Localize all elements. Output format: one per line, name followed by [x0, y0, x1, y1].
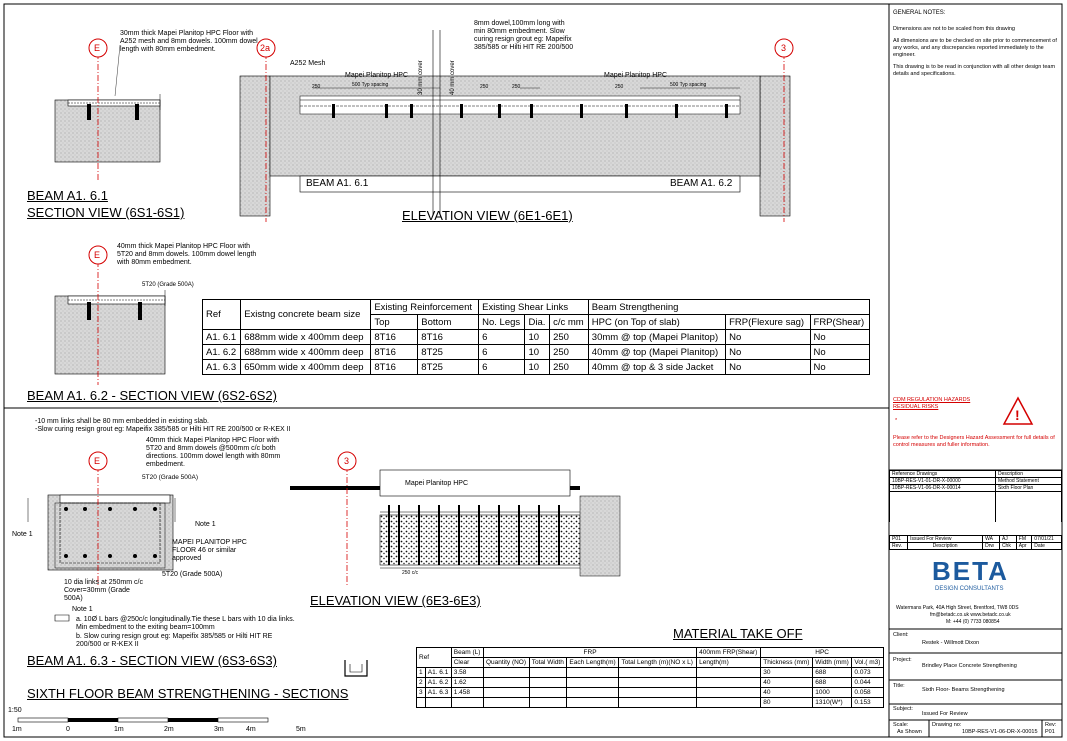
mt-cell [567, 688, 619, 698]
contact: fm@betadc.co.uk www.betadc.co.uk [930, 612, 1011, 618]
rt-cell: 10 [525, 345, 550, 360]
table-row [417, 678, 884, 688]
rt-cell: 10 [525, 360, 550, 375]
brand-logo: BETA [932, 556, 1009, 586]
rt-h-shear: Existing Shear Links [479, 300, 589, 315]
mt-cell [619, 668, 697, 678]
marker-3-a: 3 [781, 43, 787, 53]
rt-h2-dia: Dia. [525, 315, 550, 330]
rt-cell: 250 [550, 345, 589, 360]
beam3-note-a: a. 10Ø L bars @250c/c longitudinally.Tie these L bars with 10 dia links. Min embedment to the exiting beam=100mm [76, 616, 295, 631]
elevation-2-hpc: Mapei Planitop HPC [405, 480, 469, 487]
mt-cell: 1 [417, 668, 426, 678]
rev-header: Apr [1016, 543, 1032, 550]
brand-sub: DESIGN CONSULTANTS [935, 586, 1004, 592]
mt-cell [697, 698, 761, 708]
mt-h2: Each Length(m) [567, 658, 619, 668]
rt-cell: 8T25 [418, 345, 479, 360]
mt-cell [567, 698, 619, 708]
section-6-1-title: BEAM A1. 6.1 [27, 188, 108, 203]
marker-e-3: E [94, 456, 101, 466]
mt-h2: Width (mm) [813, 658, 852, 668]
rt-cell: 250 [550, 360, 589, 375]
client-label: Client: [893, 632, 909, 638]
rt-h-reinf: Existing Reinforcement [371, 300, 479, 315]
rt-cell: No [810, 360, 869, 375]
cdm-note: Please refer to the Designers Hazard Assessment for full details of control measures and fuller information. [893, 435, 1055, 448]
mt-cell [529, 698, 567, 708]
general-note-2: All dimensions are to be checked on site prior to commencement of any works, and any discrepancies reported immediately to the engineer. [893, 38, 1057, 58]
scale-label-tb: Scale: [893, 722, 909, 728]
mt-cell: 40 [761, 678, 813, 688]
cover-label-2: 40 mm cover [450, 60, 456, 95]
mt-h-frp: FRP [483, 648, 696, 658]
mt-cell [417, 698, 426, 708]
elevation-1-title: ELEVATION VIEW (6E1-6E1) [402, 208, 573, 223]
section-6-3-title: BEAM A1. 6.3 - SECTION VIEW (6S3-6S3) [27, 653, 277, 668]
rt-cell: No [726, 330, 810, 345]
project-label: Project: [893, 657, 912, 663]
section-6-1-geometry [55, 39, 160, 180]
rev-cell: Issued For Review [908, 536, 983, 543]
rt-h2-cc: c/c mm [550, 315, 589, 330]
mt-h2: Clear [451, 658, 483, 668]
rt-cell: 6 [479, 360, 525, 375]
elevation-2-geometry [290, 452, 620, 585]
mt-h2: Total Length (m)(NO x L) [619, 658, 697, 668]
table-row [203, 330, 870, 345]
scale-label: 2m [164, 726, 174, 733]
rt-h-size: Existng concrete beam size [241, 300, 371, 330]
table-row [417, 668, 884, 678]
mt-cell: 0.073 [852, 668, 884, 678]
mt-cell [529, 678, 567, 688]
marker-e-2: E [94, 250, 101, 260]
mt-cell [529, 668, 567, 678]
rt-cell: 688mm wide x 400mm deep [241, 330, 371, 345]
mt-cell: 688 [813, 678, 852, 688]
dim-2: 500 Typ spacing [352, 82, 389, 88]
mt-cell: 40 [761, 688, 813, 698]
table-row [890, 536, 1062, 543]
section-6-2-title: BEAM A1. 6.2 - SECTION VIEW (6S2-6S2) [27, 388, 277, 403]
mt-h-beam: Beam (L) [451, 648, 483, 658]
mt-cell: 30 [761, 668, 813, 678]
rt-cell: 8T16 [371, 345, 418, 360]
rt-cell: 250 [550, 330, 589, 345]
mt-cell: 0.058 [852, 688, 884, 698]
rt-h2-bottom: Bottom [418, 315, 479, 330]
rt-cell: No [810, 330, 869, 345]
rev-cell: 07/01/21 [1032, 536, 1062, 543]
mt-cell [697, 668, 761, 678]
mt-cell: 1000 [813, 688, 852, 698]
mt-h2: Quantity (NO) [483, 658, 529, 668]
dowel-note: 8mm dowel,100mm long with min 80mm embedment. Slow curing resign grout eg: Mapeifix 385/585 or Hilti HIT RE 200/500 [474, 20, 574, 51]
mt-cell: 1310(W*) [813, 698, 852, 708]
rev-header: Date [1032, 543, 1062, 550]
beam3-note1-right: Note 1 [195, 521, 216, 528]
rev-header: Rev. [890, 543, 908, 550]
svg-text:!: ! [1015, 407, 1020, 423]
rt-h2-top: Top [371, 315, 418, 330]
mt-cell [619, 698, 697, 708]
l-section-geometry [345, 660, 367, 676]
hpc-label-1: Mapei Planitop HPC [345, 72, 409, 79]
mt-cell [619, 678, 697, 688]
rt-cell: 30mm @ top (Mapei Planitop) [588, 330, 725, 345]
mt-cell [483, 668, 529, 678]
rt-cell: 6 [479, 330, 525, 345]
elevation-1-geometry [240, 30, 793, 222]
ref-header: Description [995, 471, 1061, 478]
section-6-2-note: 40mm thick Mapei Planitop HPC Floor with 5T20 and 8mm dowels. 100mm dowel length with 80mm embedment. [117, 243, 257, 266]
beam3-note1-left: Note 1 [12, 531, 33, 538]
table-row [417, 688, 884, 698]
mt-cell [483, 698, 529, 708]
ref-cell: Sixth Floor Plan [995, 485, 1061, 492]
beam3-floor-note: 40mm thick Mapei Planitop HPC Floor with 5T20 and 8mm dowels @500mm c/c both directions. 100mm dowel length with 80mm embedment. [146, 437, 281, 468]
rev-cell: FM [1016, 536, 1032, 543]
sheet-title: SIXTH FLOOR BEAM STRENGTHENING - SECTIONS [27, 686, 349, 701]
scale-bar-geometry [18, 718, 268, 722]
mt-cell: 0.044 [852, 678, 884, 688]
mt-cell: 1.62 [451, 678, 483, 688]
beam3-note-b: b. Slow curing resign grout eg: Mapeifix 385/585 or Hilti HIT RE 200/500 or R-KEX II [76, 633, 273, 648]
rt-cell: No [726, 345, 810, 360]
rt-cell: A1. 6.3 [203, 360, 241, 375]
drawing-no-label: Drawing no: [932, 722, 962, 728]
mesh-label: A252 Mesh [290, 60, 326, 67]
beam3-top-notes: -10 mm links shall be 80 mm embedded in existing slab. -Slow curing resign grout eg: Mapeifix 385/585 or Hilti HIT RE 200/500 or R-KEX II [35, 418, 291, 433]
beam-label-6-1: BEAM A1. 6.1 [306, 178, 369, 189]
mt-cell: 0.153 [852, 698, 884, 708]
rt-cell: No [810, 345, 869, 360]
section-6-1-note: 30mm thick Mapei Planitop HPC Floor with A252 mesh and 8mm dowels. 100mm dowel length with 80mm embedment. [120, 30, 258, 53]
rt-cell: 6 [479, 345, 525, 360]
rev-value: P01 [1045, 729, 1055, 735]
table-row [417, 698, 884, 708]
scale-label: 5m [296, 726, 306, 733]
elevation-2-dim: 250 c/c [402, 570, 419, 576]
table-row [203, 360, 870, 375]
mt-h2: Thickness (mm) [761, 658, 813, 668]
client: Restek - Willmott Dixon [922, 640, 980, 646]
mt-h-ref: Ref [417, 648, 452, 668]
dim-3: 250 [480, 84, 489, 90]
mt-cell [483, 688, 529, 698]
general-note-1: Dimensions are not to be scaled from this drawing [893, 26, 1015, 32]
rt-h-strength: Beam Strengthening [588, 300, 869, 315]
rt-cell: 8T16 [371, 360, 418, 375]
subject-label: Subject: [893, 706, 913, 712]
cover-label-1: 30 mm cover [418, 60, 424, 95]
material-take-off-title: MATERIAL TAKE OFF [673, 626, 803, 641]
drawing-no: 10BP-RES-V1-06-DR-X-00015 [962, 729, 1038, 735]
scale-label: 1m [114, 726, 124, 733]
revision-table [889, 535, 1062, 550]
rt-cell: 8T16 [418, 330, 479, 345]
rt-h-ref: Ref [203, 300, 241, 330]
phone: M: +44 (0) 7733 080854 [946, 619, 1000, 625]
mt-h2: Total Width [529, 658, 567, 668]
rt-cell: 8T25 [418, 360, 479, 375]
mt-cell: A1. 6.2 [425, 678, 451, 688]
project: Brindley Place Concrete Strengthening [922, 663, 1017, 669]
rt-cell: 8T16 [371, 330, 418, 345]
mt-cell: 2 [417, 678, 426, 688]
rt-h2-legs: No. Legs [479, 315, 525, 330]
marker-3-b: 3 [344, 456, 350, 466]
rt-cell: A1. 6.2 [203, 345, 241, 360]
beam3-rebar-top: 5T20 (Grade 500A) [142, 474, 199, 481]
mt-h2: Length(m) [697, 658, 761, 668]
scale-label: 0 [66, 726, 70, 733]
rt-h2-frp-flex: FRP(Flexure sag) [726, 315, 810, 330]
section-6-1-subtitle: SECTION VIEW (6S1-6S1) [27, 205, 185, 220]
scale-label: 3m [214, 726, 224, 733]
mt-cell [483, 678, 529, 688]
rev-cell: AJ [999, 536, 1016, 543]
rev-header: Drw [983, 543, 1000, 550]
scale-label: 4m [246, 726, 256, 733]
dim-4: 250 [512, 84, 521, 90]
mt-cell: 1.458 [451, 688, 483, 698]
ref-cell: 10BP-RES-V1-01-DR-X-00000 [890, 478, 996, 485]
rev-cell: P01 [890, 536, 908, 543]
dim-1: 250 [312, 84, 321, 90]
rt-cell: 650mm wide x 400mm deep [241, 360, 371, 375]
mt-h-hpc: HPC [761, 648, 884, 658]
dim-5: 250 [615, 84, 624, 90]
mt-cell: A1. 6.1 [425, 668, 451, 678]
address: Watermans Park, 40A High Street, Brentford, TW8 0DS [896, 605, 1019, 611]
rt-h2-frp-shear: FRP(Shear) [810, 315, 869, 330]
rt-h2-hpc: HPC (on Top of slab) [588, 315, 725, 330]
rt-cell: A1. 6.1 [203, 330, 241, 345]
rt-cell: 40mm @ top (Mapei Planitop) [588, 345, 725, 360]
mt-cell: A1. 6.3 [425, 688, 451, 698]
mt-h2: Vol.( m3) [852, 658, 884, 668]
cdm-heading: CDM REGULATION HAZARDS RESIDUAL RISKS [893, 397, 971, 410]
rt-cell: 688mm wide x 400mm deep [241, 345, 371, 360]
table-row [890, 478, 1062, 485]
reinforcement-table [202, 299, 870, 375]
elevation-2-title: ELEVATION VIEW (6E3-6E3) [310, 593, 481, 608]
scale-label: 1m [12, 726, 22, 733]
mt-cell [425, 698, 451, 708]
beam3-rebar-bottom: 5T20 (Grade 500A) [162, 571, 223, 578]
drawing-title: Sixth Floor- Beams Strengthening [922, 687, 1005, 693]
general-note-3: This drawing is to be read in conjunction with all other design team details and specifications. [893, 64, 1056, 77]
mt-cell [567, 678, 619, 688]
mt-cell [619, 688, 697, 698]
mt-cell [529, 688, 567, 698]
marker-e-1: E [94, 43, 101, 53]
section-6-2-rebar: 5T20 (Grade 500A) [142, 282, 194, 288]
beam3-note-heading: Note 1 [72, 606, 93, 613]
subject: Issued For Review [922, 711, 968, 717]
table-row [203, 345, 870, 360]
mt-cell: 80 [761, 698, 813, 708]
scale-value: As Shown [897, 729, 922, 735]
beam3-links: 10 dia links at 250mm c/c Cover=30mm (Grade 500A) [64, 579, 143, 602]
scale-ratio: 1:50 [8, 707, 22, 714]
mt-cell: 3.58 [451, 668, 483, 678]
beam3-hpc-right: MAPEI PLANITOP HPC FLOOR 46 or similar approved [172, 539, 247, 562]
mt-cell: 3 [417, 688, 426, 698]
rev-header: Description [908, 543, 983, 550]
mt-h-frp-shear: 400mm FRP(Shear) [697, 648, 761, 658]
title-label: Title: [893, 683, 905, 689]
general-notes-heading: GENERAL NOTES: [893, 10, 946, 16]
rt-cell: 10 [525, 330, 550, 345]
ref-cell: 10BP-RES-V1-06-DR-X-00014 [890, 485, 996, 492]
table-row [890, 485, 1062, 492]
rt-cell: 40mm @ top & 3 side Jacket [588, 360, 725, 375]
mt-cell [451, 698, 483, 708]
reference-drawings-table [889, 470, 1062, 522]
dim-6: 500 Typ spacing [670, 82, 707, 88]
rt-cell: No [726, 360, 810, 375]
mt-cell [697, 688, 761, 698]
cdm-star: * [895, 418, 898, 424]
ref-header: Reference Drawings [890, 471, 996, 478]
rev-cell: WA [983, 536, 1000, 543]
material-take-off-table [416, 647, 884, 708]
rev-header: Chk [999, 543, 1016, 550]
mt-cell: 688 [813, 668, 852, 678]
marker-2a: 2a [260, 43, 271, 53]
mt-cell [567, 668, 619, 678]
mt-cell [697, 678, 761, 688]
beam-label-6-2: BEAM A1. 6.2 [670, 178, 733, 189]
hpc-label-2: Mapei Planitop HPC [604, 72, 668, 79]
ref-cell: Method Statement [995, 478, 1061, 485]
rev-label: Rev: [1045, 722, 1057, 728]
